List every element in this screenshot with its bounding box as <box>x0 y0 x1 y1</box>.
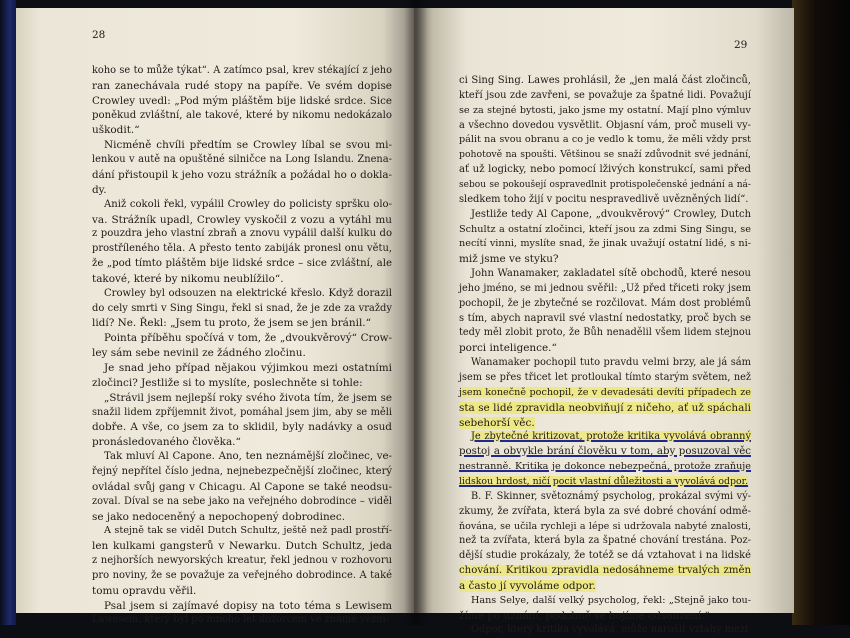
text-line-content: A stejně tak se viděl Dutch Schultz, ještě než padl prostří- <box>104 525 392 537</box>
text-line <box>459 623 751 638</box>
book-cover-edge-left <box>0 0 16 625</box>
text-line-content: Crowley uvedl: „Pod mým pláštěm bije lidské srdce. Sice <box>92 94 392 107</box>
text-line <box>92 480 392 495</box>
text-line <box>459 193 751 208</box>
text-line <box>459 163 751 178</box>
text-line-content: porci inteligence.“ <box>459 342 557 355</box>
text-line <box>92 495 392 510</box>
text-line <box>459 237 751 252</box>
text-line-content: Jestliže tedy Al Capone, „dvoukvěrový“ Crowley, Dutch <box>471 208 751 220</box>
text-line <box>459 564 751 579</box>
text-line-content: z nejhorších newyorských kreatur, řekl jednou v rozhovoru <box>92 555 392 567</box>
text-line-content: než ta zvířata, která byla za špatné chování trestána. Poz- <box>459 535 751 547</box>
text-line-content: Odpor, který kritika vyvolává, může narušit vztahy mezi <box>471 624 748 636</box>
text-line-content: postoj a obvykle brání člověku v tom, aby posuzoval věc <box>459 446 751 458</box>
text-line-content: sebou se pokoušejí ospravedlnit protispolečenské jednání a ná- <box>459 179 751 190</box>
text-line-content: pro noviny, že se považuje za veřejného dobrodince. A také <box>92 569 392 581</box>
text-line-content: dání přistoupil k jeho vozu strážník a požádal ho o dokla- <box>92 168 392 181</box>
page-number-right: 29 <box>734 39 748 51</box>
text-line <box>459 89 751 104</box>
text-line-content: jsem konečně pochopil, že v devadesáti devíti případech ze <box>459 386 751 398</box>
text-line-content: len kulkami gangsterů v Newarku. Dutch Schultz, jeda <box>92 540 392 553</box>
text-line-content: jsem se přes třicet let protloukal tímto starým světem, než <box>459 372 751 383</box>
text-line <box>459 148 751 163</box>
text-line <box>459 534 751 549</box>
text-line-content: miž jsme ve styku? <box>459 253 559 266</box>
text-line <box>92 376 392 391</box>
text-line <box>459 74 751 89</box>
text-line <box>459 356 751 371</box>
text-line-content: B. F. Skinner, světoznámý psycholog, prokázal svými vý- <box>471 490 751 502</box>
text-line <box>92 94 392 109</box>
text-line-content: sta se lidé zpravidla neobviňují z ničeho, ať už spáchali <box>459 401 751 414</box>
text-line-content: ci Sing Sing. Lawes prohlásil, že „jen malá část zločinců, <box>459 75 751 86</box>
text-line-content: lidí? Ne. Řekl: „Jsem tu proto, že jsem se jen bránil.“ <box>92 317 371 330</box>
text-line <box>92 391 392 406</box>
text-line <box>92 242 392 257</box>
text-line-content: tomu opravdu věřil. <box>92 584 197 597</box>
text-line <box>92 257 392 272</box>
text-line-content: Psal jsem si zajímavé dopisy na toto téma s Lewisem <box>104 599 392 612</box>
text-line-content: sebehorší věc. <box>459 416 535 429</box>
text-line <box>92 361 392 376</box>
text-line <box>459 401 751 416</box>
text-line-content: va. Strážník upadl, Crowley vyskočil z vozu a vytáhl mu <box>92 213 392 226</box>
text-line <box>459 252 751 267</box>
text-line <box>92 64 392 79</box>
text-line-content: John Wanamaker, zakladatel sítě obchodů, které nesou <box>471 268 751 280</box>
text-line-content: lidskou hrdost, ničí pocit vlastní důležitosti a vyvolává odpor. <box>459 475 749 487</box>
text-line-content: „Strávil jsem nejlepší roky svého života tím, že jsem se <box>104 391 392 404</box>
text-line <box>459 490 751 505</box>
text-line <box>459 178 751 193</box>
text-line <box>92 599 392 614</box>
text-line <box>92 420 392 435</box>
text-line <box>92 539 392 554</box>
text-line <box>92 584 392 599</box>
text-line-content: s tím, abych napravil své vlastní nedostatky, proč bych se <box>459 312 751 324</box>
text-line-content: řejný nepřítel číslo jedna, nejnebezpečnější zločinec, který <box>92 465 392 477</box>
text-line-content: Lawesem, který byl po mnoho let dozorcem ve známé vězni- <box>92 614 389 626</box>
text-line-content: a často jí vyvoláme odpor. <box>459 579 596 592</box>
text-line-content: sledkem toho žijí v pocitu nespravedlivě uvězněných lidí“. <box>459 193 749 205</box>
text-line <box>459 119 751 134</box>
text-line-content: pronásledovaného člověka.“ <box>92 436 241 449</box>
text-line <box>459 445 751 460</box>
text-line <box>92 153 392 168</box>
text-line <box>459 594 751 609</box>
text-line <box>459 549 751 564</box>
text-line-content: pohotově na spoušti. Většinou se snaží zdůvodnit své jednání, <box>459 149 751 161</box>
text-line <box>92 613 392 628</box>
text-line-content: se za stejné bytosti, jako jsme my ostatní. Mají plno výmluv <box>459 104 751 116</box>
text-line <box>459 267 751 282</box>
text-line <box>92 213 392 228</box>
text-line-content: takové, které by nikomu neublížilo“. <box>92 272 284 285</box>
text-line <box>459 416 751 431</box>
text-line <box>459 104 751 119</box>
text-line <box>92 227 392 242</box>
text-line <box>92 510 392 525</box>
text-line <box>459 341 751 356</box>
text-line <box>92 435 392 450</box>
text-line-content: snažil lidem zpříjemnit život, pomáhal jsem jim, aby se měli <box>92 406 392 418</box>
text-line <box>92 109 392 124</box>
text-line-content: dější studie prokázaly, že totéž se dá vztahovat i na lidské <box>459 550 751 562</box>
text-line <box>92 465 392 480</box>
text-line-content: zoval. Díval se na sebe jako na veřejného dobrodince – viděl <box>92 495 392 507</box>
text-line-content: Crowley byl odsouzen na elektrické křeslo. Když dorazil <box>104 287 392 299</box>
right-page <box>414 8 794 636</box>
text-line-content: uškodit.“ <box>92 124 140 137</box>
text-line <box>92 554 392 569</box>
text-line-content: kteří jsou zde zavřeni, se považuje za špatné lidi. Považují <box>459 89 751 101</box>
text-line-content: pochopil, že je zbytečné se rozčilovat. Mám dost problémů <box>459 297 751 309</box>
text-line-content: že „pod tímto pláštěm bije lidské srdce – sice zvláštní, ale <box>92 258 392 270</box>
text-line <box>459 609 751 624</box>
text-line <box>92 123 392 138</box>
text-line <box>459 312 751 327</box>
text-line <box>92 331 392 346</box>
text-line <box>459 520 751 535</box>
text-line <box>92 524 392 539</box>
text-line-content: ovládal svůj gang v Chicagu. Al Capone se také neodsu- <box>92 480 392 493</box>
book-cover-edge-right <box>792 0 850 625</box>
text-line <box>459 475 751 490</box>
text-line-content: Schultz a ostatní zločinci, kteří jsou za zdmi Sing Singu, se <box>459 223 751 235</box>
text-line-content: lenkou v autě na opuštěné silničce na Long Islandu. Znena- <box>92 154 392 166</box>
text-line-content: poněkud zvláštní, ale takové, které by nikomu nedokázalo <box>92 109 392 121</box>
text-line-content: chování. Kritikou zpravidla nedosáhneme trvalých změn <box>459 565 751 577</box>
page-number-left: 28 <box>92 29 106 41</box>
text-line-content: Wanamaker pochopil tuto pravdu velmi brzy, ale já sám <box>471 357 751 369</box>
text-line-content: Nicméně chvíli předtím se Crowley líbal se svou mi- <box>104 139 392 152</box>
text-line-content: koho se to může týkat“. A zatímco psal, krev stékající z jeho <box>92 65 392 76</box>
text-line <box>459 282 751 297</box>
text-line-content: necítí vinni, myslíte snad, že jinak uvažují ostatní lidé, s ni- <box>459 238 751 250</box>
text-line <box>459 326 751 341</box>
text-line <box>459 133 751 148</box>
text-line <box>459 208 751 223</box>
text-line-content: jeho jméno, se mi jednou svěřil: „Už před třiceti roky jsem <box>459 282 751 294</box>
text-line-content: Je zbytečné kritizovat, protože kritika vyvolává obranný <box>471 431 751 443</box>
text-line-content: Je snad jeho případ nějakou výjimkou mezi ostatními <box>104 362 392 374</box>
text-line-content: nestranně. Kritika je dokonce nebezpečná, protože zraňuje <box>459 461 751 473</box>
text-line-content: pálit na svou obranu a co je vedlo k tomu, že měli vždy prst <box>459 134 751 146</box>
text-line <box>92 168 392 183</box>
text-line-content: zločinci? Jestliže si to myslíte, poslechněte si tohle: <box>92 376 363 389</box>
text-line-content: ať už logicky, nebo pomocí lživých konstrukcí, sami před <box>459 164 751 176</box>
text-line-content: dy. <box>92 183 107 196</box>
text-line <box>92 569 392 584</box>
text-line <box>92 183 392 198</box>
text-line <box>92 138 392 153</box>
text-line-content: Hans Selye, další velký psycholog, řekl: „Stejně jako tou- <box>471 594 751 606</box>
text-line-content: se jako nedoceněný a nepochopený dobrodinec. <box>92 510 346 523</box>
text-line-content: ley sám sebe nevinil ze žádného zločinu. <box>92 347 306 360</box>
text-line <box>92 450 392 465</box>
text-line <box>92 272 392 287</box>
text-line-content: z pouzdra jeho vlastní zbraň a znovu vypálil další kulku do <box>92 228 392 240</box>
text-line-content: Pointa příběhu spočívá v tom, že „dvoukvěrový“ Crow- <box>104 332 392 345</box>
text-line-content: zkumy, že zvířata, která byla za své dobré chování odmě- <box>459 505 751 517</box>
text-line <box>459 371 751 386</box>
text-line <box>92 198 392 213</box>
text-line <box>459 460 751 475</box>
text-line-content: tedy měl zlobit proto, že Bůh nenadělil všem lidem stejnou <box>459 327 751 339</box>
text-line <box>459 505 751 520</box>
text-line-content: Aniž cokoli řekl, vypálil Crowley do policisty spršku olo- <box>104 198 392 210</box>
text-line <box>92 302 392 317</box>
text-line <box>459 297 751 312</box>
text-line-content: Tak mluví Al Capone. Ano, ten neznámější zločinec, ve- <box>104 451 392 463</box>
left-page <box>16 8 414 626</box>
text-line-content: ran zanechávala rudé stopy na papíře. Ve svém dopise <box>92 79 392 92</box>
text-line-content: prostříleného těla. A přesto tento zabiják pronesl onu větu, <box>92 243 392 255</box>
text-line <box>459 430 751 445</box>
text-line <box>92 406 392 421</box>
text-line-content: žíme po uznání, podobně se bojíme odsouzení.“ <box>459 609 710 622</box>
text-line <box>92 316 392 331</box>
text-line <box>459 223 751 238</box>
text-line <box>92 346 392 361</box>
text-line <box>459 579 751 594</box>
text-line-content: do cely smrti v Sing Singu, řekl si snad, že je zde za vraždy <box>92 302 392 314</box>
text-line-content: ňována, se učila rychleji a lépe si udržovala nabyté znalosti, <box>459 520 751 532</box>
text-line-content: a všechno dovedou vysvětlit. Objasní vám, proč museli vy- <box>459 119 751 131</box>
text-line <box>92 287 392 302</box>
text-line <box>459 386 751 401</box>
text-line-content: dobře. A vše, co jsem za to sklidil, byly nadávky a osud <box>92 421 392 434</box>
text-line <box>92 79 392 94</box>
